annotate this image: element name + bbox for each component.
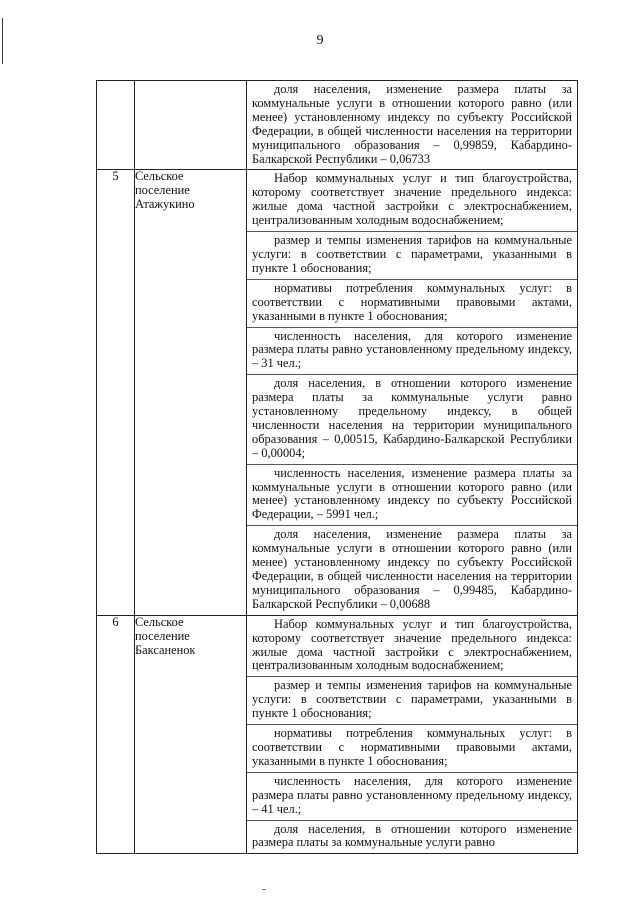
- paragraph: размер и темпы изменения тарифов на коммунальные услуги: в соответствии с параметрами, указанными в пункте 1 обоснования;: [247, 231, 577, 279]
- paragraph: размер и темпы изменения тарифов на коммунальные услуги: в соответствии с параметрами, указанными в пункте 1 обоснования;: [247, 676, 577, 724]
- table-row-6: [97, 615, 578, 854]
- indicators-table: [96, 80, 578, 854]
- settlement-name-line: поселение: [135, 628, 190, 643]
- table-row-5: [97, 170, 578, 615]
- page-number: 9: [316, 33, 324, 48]
- paragraph: доля населения, в отношении которого изменение размера платы за коммунальные услуги равно: [247, 820, 577, 854]
- settlement-name-line: Сельское: [135, 614, 184, 629]
- paragraph: доля населения, в отношении которого изменение размера платы за коммунальные услуги равно установленному предельному индексу, в общей численности населения на территории муниципального образования – 0,00515, Кабардино-Балкарской Республики – 0,00004;: [247, 374, 577, 463]
- paragraph: доля населения, изменение размера платы за коммунальные услуги в отношении которого равно (или менее) установленному индексу по субъекту Российской Федерации, в общей численности населения на территории муниципального образования – 0,99485, Кабардино-Балкарской Республики – 0,00688: [247, 525, 577, 614]
- row-name-cell: [135, 615, 247, 854]
- paragraph: доля населения, изменение размера платы за коммунальные услуги в отношении которого равно (или менее) установленному индексу по субъекту Российской Федерации, в общей численности населения на территории муниципального образования – 0,99859, Кабардино-Балкарской Республики – 0,06733: [252, 82, 572, 166]
- paragraph: нормативы потребления коммунальных услуг: в соответствии с нормативными правовыми актами, указанными в пункте 1 обоснования;: [247, 724, 577, 772]
- row-name-cell: [135, 81, 247, 170]
- paragraph: численность населения, для которого изменение размера платы равно установленному предельному индексу, – 31 чел.;: [247, 327, 577, 375]
- row-number-cell: 5: [97, 170, 135, 615]
- row-text-cell: [247, 81, 578, 170]
- settlement-name-line: Баксаненок: [135, 642, 196, 657]
- paragraph: Набор коммунальных услуг и тип благоустройства, которому соответствует значение предельного индекса: жилые дома частной застройки с электроснабжением, централизованным холодным водоснабжением;: [252, 616, 572, 673]
- row-number-cell: 6: [97, 615, 135, 854]
- row-number-cell: [97, 81, 135, 170]
- row-name-cell: [135, 170, 247, 615]
- row-text-cell: [247, 170, 578, 615]
- paragraph: численность населения, изменение размера платы за коммунальные услуги в отношении которого равно (или менее) установленному индексу по субъекту Российской Федерации, – 5991 чел.;: [247, 464, 577, 526]
- table-row-continuation: [97, 81, 578, 170]
- paragraph: Набор коммунальных услуг и тип благоустройства, которому соответствует значение предельного индекса: жилые дома частной застройки с электроснабжением, централизованным холодным водоснабжением;: [252, 171, 572, 228]
- paragraph: нормативы потребления коммунальных услуг: в соответствии с нормативными правовыми актами, указанными в пункте 1 обоснования;: [247, 279, 577, 327]
- paragraph: численность населения, для которого изменение размера платы равно установленному предельному индексу, – 41 чел.;: [247, 772, 577, 820]
- settlement-name-line: Сельское: [135, 169, 184, 184]
- row-text-cell: [247, 615, 578, 854]
- settlement-name-line: поселение: [135, 183, 190, 198]
- scan-dot-mark: [262, 889, 266, 890]
- settlement-name-line: Атажукино: [135, 197, 195, 212]
